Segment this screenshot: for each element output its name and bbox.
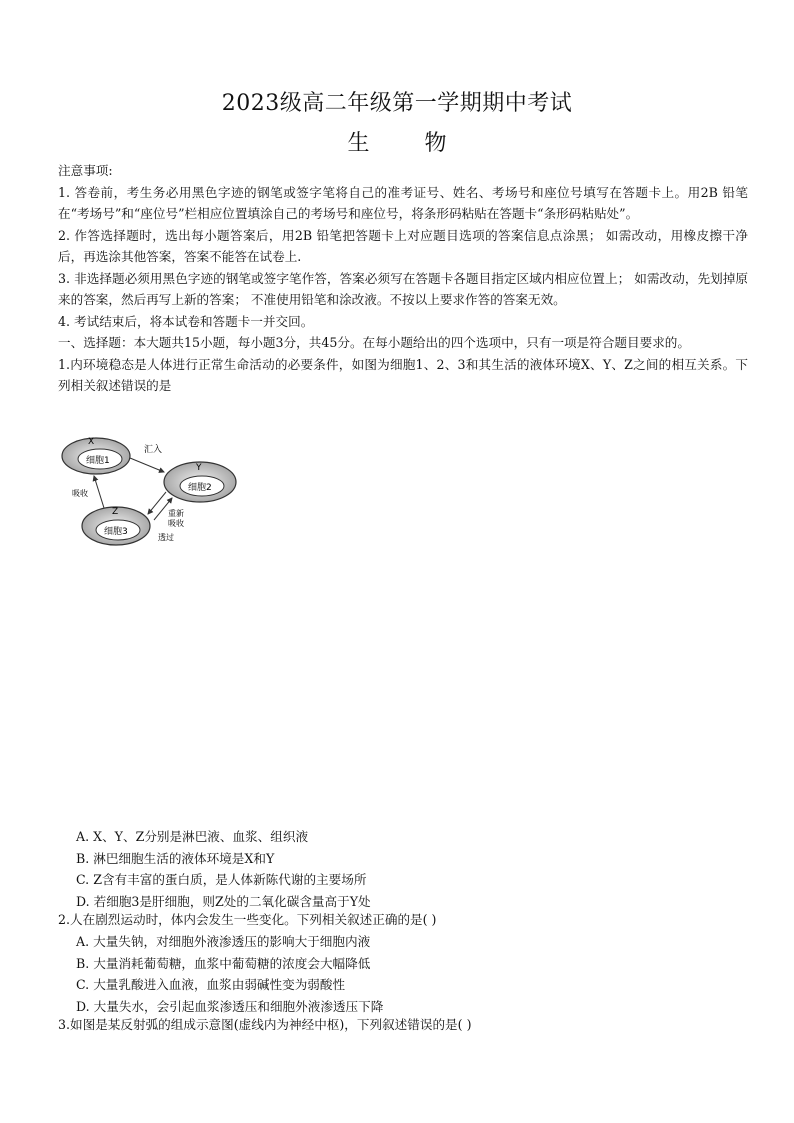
label-reabsorb-2: 吸收 <box>168 519 184 528</box>
arrow-z-to-x <box>94 476 104 508</box>
exam-title: 2023级高二年级第一学期期中考试 <box>221 91 573 116</box>
label-reabsorb-1: 重新 <box>168 509 184 518</box>
question-2-stem: 2.人在剧烈运动时，体内会发生一些变化。下列相关叙述正确的是( ) <box>58 912 437 927</box>
question-1-options <box>76 826 696 912</box>
notice-item-1: 1. 答卷前，考生务必用黑色字迹的钢笔或签字笔将自己的准考证号、姓名、考场号和座位号填写在答题卡上。用2B 铅笔在“考场号”和“座位号”栏相应位置填涂自己的考场号和座位号，将条形码粘贴在答题卡“条形码粘贴处”。 <box>58 184 748 221</box>
question-1-stem: 1.内环境稳态是人体进行正常生命活动的必要条件，如图为细胞1、2、3和其生活的液体环境X、Y、Z之间的相互关系。下列相关叙述错误的是 <box>58 356 748 393</box>
label-z: Z <box>112 507 119 517</box>
q2-option-c: C. 大量乳酸进入血液，血浆由弱碱性变为弱酸性 <box>76 977 346 992</box>
arrow-y-to-z <box>148 492 166 514</box>
label-y: Y <box>196 463 202 473</box>
label-cell-2: 细胞2 <box>188 483 212 493</box>
cell-fluid-diagram <box>58 432 248 550</box>
q1-option-d: D. 若细胞3是肝细胞，则Z处的二氧化碳含量高于Y处 <box>76 893 371 909</box>
label-x: X <box>88 437 95 447</box>
label-cell-1: 细胞1 <box>86 456 110 466</box>
label-absorb: 吸收 <box>72 489 88 498</box>
question-3 <box>58 1014 748 1036</box>
question-2 <box>58 909 748 931</box>
notice-item-2: 2. 作答选择题时，选出每小题答案后，用2B 铅笔把答题卡上对应题目选项的答案信息点涂黑； 如需改动，用橡皮擦干净后，再选涂其他答案，答案不能答在试卷上. <box>58 227 748 264</box>
label-flow-in: 汇入 <box>144 445 163 455</box>
notice-item-3: 3. 非选择题必须用黑色字迹的钢笔或签字笔作答，答案必须写在答题卡各题目指定区域内相应位置上； 如需改动，先划掉原来的答案，然后再写上新的答案； 不准使用铅笔和涂改液。不按以上要求作答的答案无效。 <box>58 270 748 307</box>
notice-item-4: 4. 考试结束后，将本试卷和答题卡一并交回。 <box>58 313 314 329</box>
notice-section <box>58 160 748 397</box>
notice-heading: 注意事项: <box>58 163 113 178</box>
arrow-x-to-y <box>130 458 164 472</box>
diagram-svg <box>58 432 248 550</box>
label-pass: 透过 <box>158 533 174 542</box>
subject-title: 生 物 <box>347 131 471 156</box>
question-3-stem: 3.如图是某反射弧的组成示意图(虚线内为神经中枢)，下列叙述错误的是( ) <box>58 1017 472 1032</box>
question-2-options <box>76 931 696 1017</box>
q2-option-b: B. 大量消耗葡萄糖，血浆中葡萄糖的浓度会大幅降低 <box>76 955 371 971</box>
q2-option-d: D. 大量失水，会引起血浆渗透压和细胞外液渗透压下降 <box>76 998 384 1014</box>
q1-option-c: C. Z含有丰富的蛋白质，是人体新陈代谢的主要场所 <box>76 872 367 887</box>
q1-option-b: B. 淋巴细胞生活的液体环境是X和Y <box>76 850 275 866</box>
q1-option-a: A. X、Y、Z分别是淋巴液、血浆、组织液 <box>76 829 309 844</box>
section-heading: 一、选择题：本大题共15小题，每小题3分，共45分。在每小题给出的四个选项中，只有一项是符合题目要求的。 <box>58 335 690 350</box>
q2-option-a: A. 大量失钠，对细胞外液渗透压的影响大于细胞内液 <box>76 934 371 949</box>
label-cell-3: 细胞3 <box>104 527 128 537</box>
